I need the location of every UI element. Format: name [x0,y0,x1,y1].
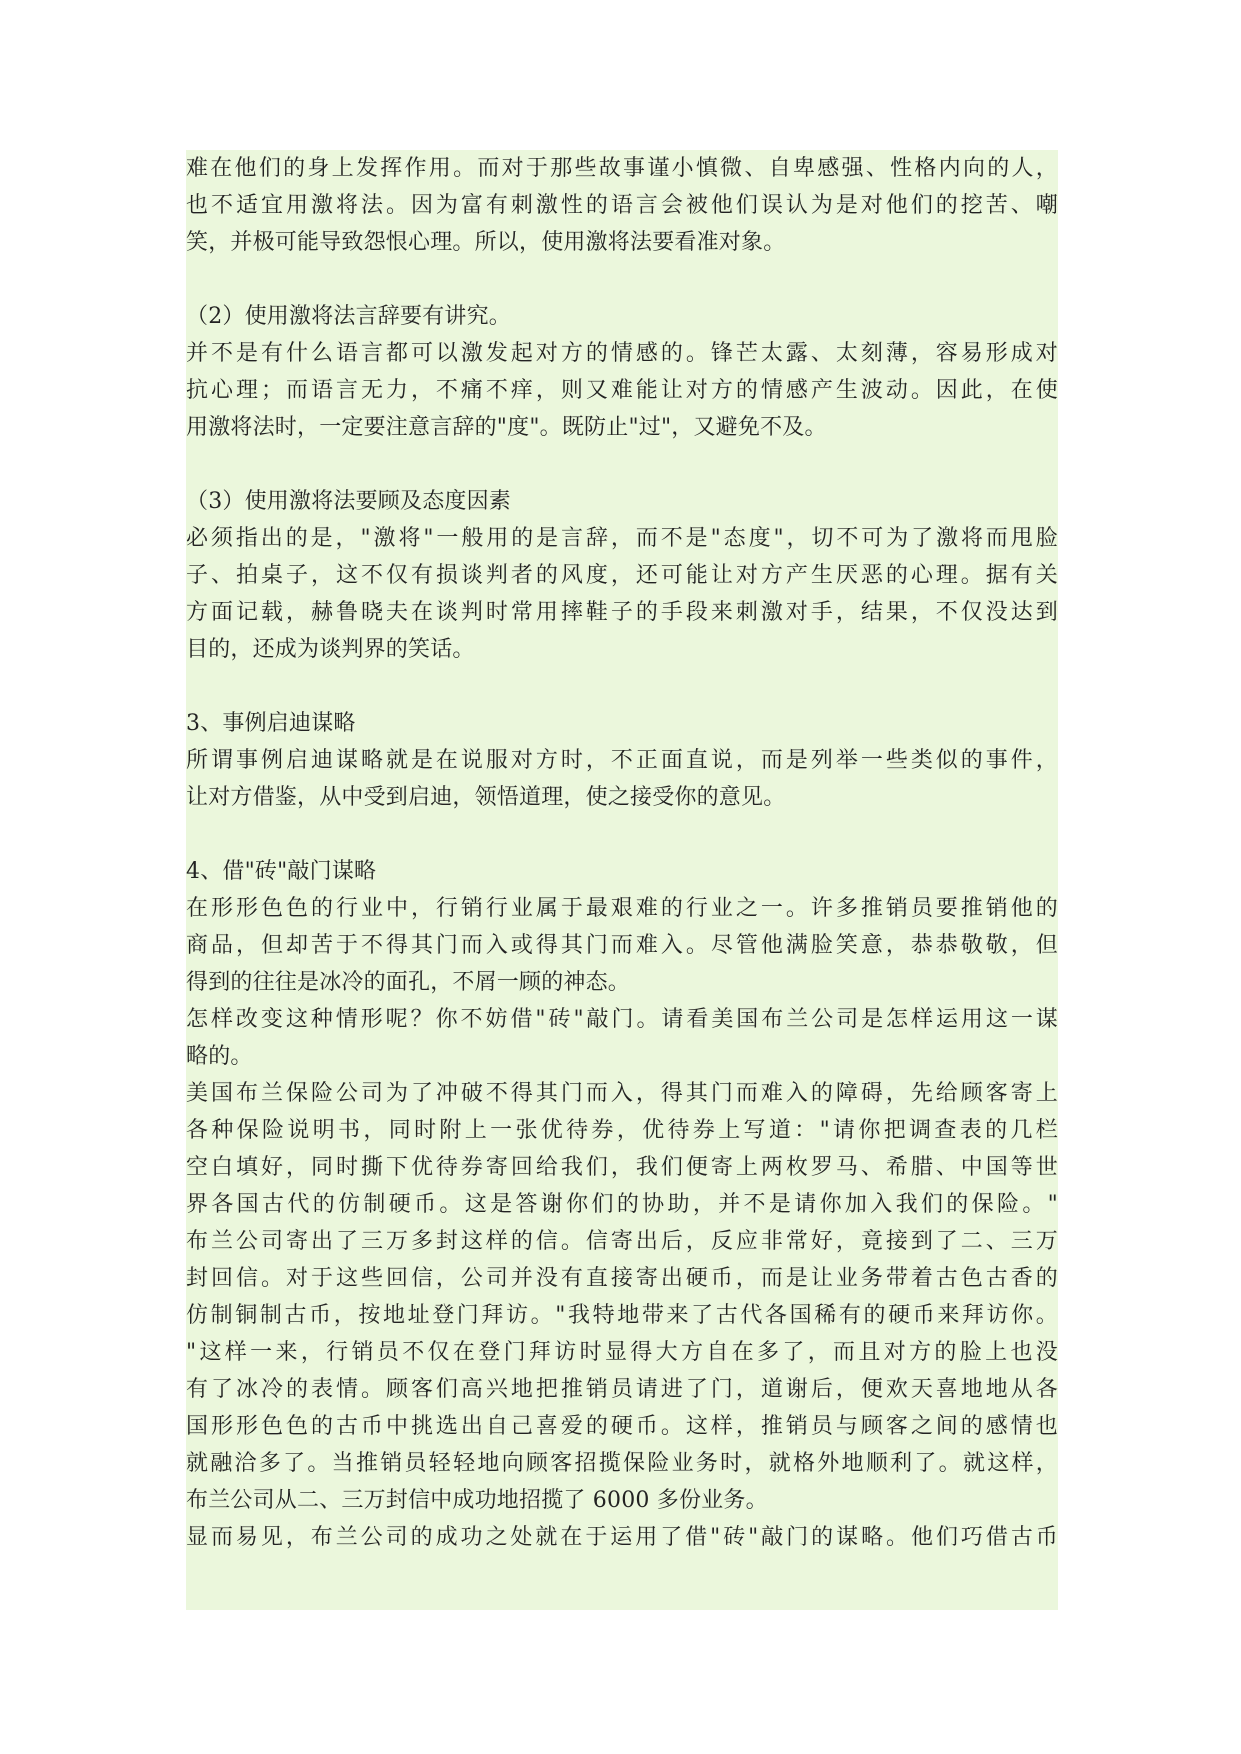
text-line: 让对方借鉴，从中受到启迪，领悟道理，使之接受你的意见。 [186,785,786,810]
text-line: 美国布兰保险公司为了冲破不得其门而入，得其门而难入的障碍，先给顾客寄上 [186,1081,1058,1106]
text-line: 封回信。对于这些回信，公司并没有直接寄出硬币，而是让业务带着古色古香的 [186,1266,1058,1291]
text-line: 子、拍桌子，这不仅有损谈判者的风度，还可能让对方产生厌恶的心理。据有关 [186,563,1058,588]
text-line: 目的，还成为谈判界的笑话。 [186,637,475,662]
text-line: 也不适宜用激将法。因为富有刺激性的语言会被他们误认为是对他们的挖苦、嘲 [186,193,1058,218]
text-line: 用激将法时，一定要注意言辞的"度"。既防止"过"，又避免不及。 [186,415,827,440]
text-line: 商品，但却苦于不得其门而入或得其门而难入。尽管他满脸笑意，恭恭敬敬，但 [186,933,1058,958]
text-line: 布兰公司寄出了三万多封这样的信。信寄出后，反应非常好，竟接到了二、三万 [186,1229,1058,1254]
text-line: 显而易见，布兰公司的成功之处就在于运用了借"砖"敲门的谋略。他们巧借古币 [186,1525,1058,1550]
section-heading: 3、事例启迪谋略 [186,711,356,736]
text-line: 国形形色色的古币中挑选出自己喜爱的硬币。这样，推销员与顾客之间的感情也 [186,1414,1058,1439]
highlighted-text-block [186,150,1058,1610]
blank-line [186,446,1058,483]
text-line: 难在他们的身上发挥作用。而对于那些故事谨小慎微、自卑感强、性格内向的人， [186,156,1058,181]
blank-line [186,261,1058,298]
text-line: 必须指出的是，"激将"一般用的是言辞，而不是"态度"，切不可为了激将而甩脸 [186,526,1058,551]
text-line: 有了冰冷的表情。顾客们高兴地把推销员请进了门，道谢后，便欢天喜地地从各 [186,1377,1058,1402]
text-line: 得到的往往是冰冷的面孔，不屑一顾的神态。 [186,970,631,995]
text-line: 怎样改变这种情形呢？你不妨借"砖"敲门。请看美国布兰公司是怎样运用这一谋 [186,1007,1058,1032]
text-line: 并不是有什么语言都可以激发起对方的情感的。锋芒太露、太刻薄，容易形成对 [186,341,1058,366]
text-line: "这样一来，行销员不仅在登门拜访时显得大方自在多了，而且对方的脸上也没 [186,1340,1058,1365]
text-line: 界各国古代的仿制硬币。这是答谢你们的协助，并不是请你加入我们的保险。" [186,1192,1058,1217]
text-line: 在形形色色的行业中，行销行业属于最艰难的行业之一。许多推销员要推销他的 [186,896,1058,921]
text-line: 略的。 [186,1044,253,1069]
text-line: 抗心理；而语言无力，不痛不痒，则又难能让对方的情感产生波动。因此，在使 [186,378,1058,403]
text-line: 所谓事例启迪谋略就是在说服对方时，不正面直说，而是列举一些类似的事件， [186,748,1058,773]
blank-line [186,668,1058,705]
text-line: 空白填好，同时撕下优待券寄回给我们，我们便寄上两枚罗马、希腊、中国等世 [186,1155,1058,1180]
blank-line [186,816,1058,853]
text-line: 就融洽多了。当推销员轻轻地向顾客招揽保险业务时，就格外地顺利了。就这样， [186,1451,1058,1476]
section-heading: （2）使用激将法言辞要有讲究。 [186,304,511,329]
text-line: 布兰公司从二、三万封信中成功地招揽了 6000 多份业务。 [186,1488,768,1513]
text-line: 方面记载，赫鲁晓夫在谈判时常用摔鞋子的手段来刺激对手，结果，不仅没达到 [186,600,1058,625]
text-line: 仿制铜制古币，按地址登门拜访。"我特地带来了古代各国稀有的硬币来拜访你。 [186,1303,1058,1328]
text-line: 各种保险说明书，同时附上一张优待券，优待券上写道："请你把调查表的几栏 [186,1118,1058,1143]
text-line: 笑，并极可能导致怨恨心理。所以，使用激将法要看准对象。 [186,230,786,255]
section-heading: 4、借"砖"敲门谋略 [186,859,377,884]
section-heading: （3）使用激将法要顾及态度因素 [186,489,511,514]
